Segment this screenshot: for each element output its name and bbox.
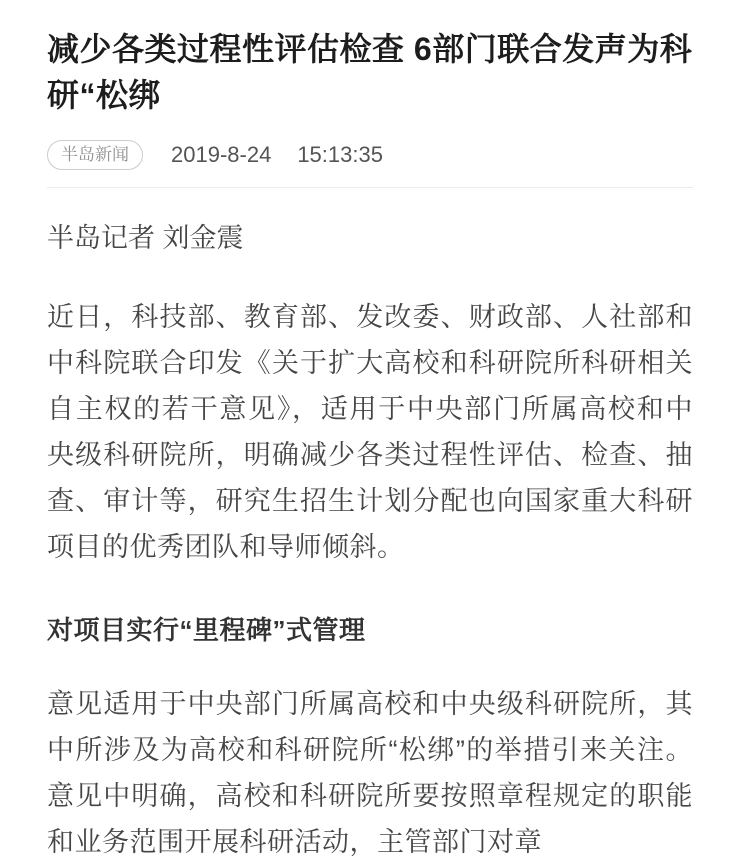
source-badge[interactable]: 半岛新闻 bbox=[47, 140, 143, 170]
section-heading: 对项目实行“里程碑”式管理 bbox=[47, 615, 366, 645]
meta-divider bbox=[47, 187, 693, 188]
article-meta-row bbox=[47, 140, 693, 170]
publish-time: 15:13:35 bbox=[297, 142, 383, 167]
publish-date: 2019-8-24 bbox=[171, 142, 272, 167]
publish-datetime bbox=[171, 142, 383, 168]
article-paragraph-2: 意见适用于中央部门所属高校和中央级科研院所，其中所涉及为高校和科研院所“松绑”的举措引来关注。意见中明确，高校和科研院所要按照章程规定的职能和业务范围开展科研活动，主管部门对章 bbox=[47, 689, 693, 857]
article-title: 减少各类过程性评估检查 6部门联合发声为科研“松绑 bbox=[47, 31, 693, 113]
article-paragraph-1: 近日，科技部、教育部、发改委、财政部、人社部和中科院联合印发《关于扩大高校和科研院所科研相关自主权的若干意见》，适用于中央部门所属高校和中央级科研院所，明确减少各类过程性评估、检查、抽查、审计等，研究生招生计划分配也向国家重大科研项目的优秀团队和导师倾斜。 bbox=[47, 302, 693, 562]
article-page bbox=[0, 26, 740, 865]
article-byline: 半岛记者 刘金震 bbox=[47, 223, 244, 253]
